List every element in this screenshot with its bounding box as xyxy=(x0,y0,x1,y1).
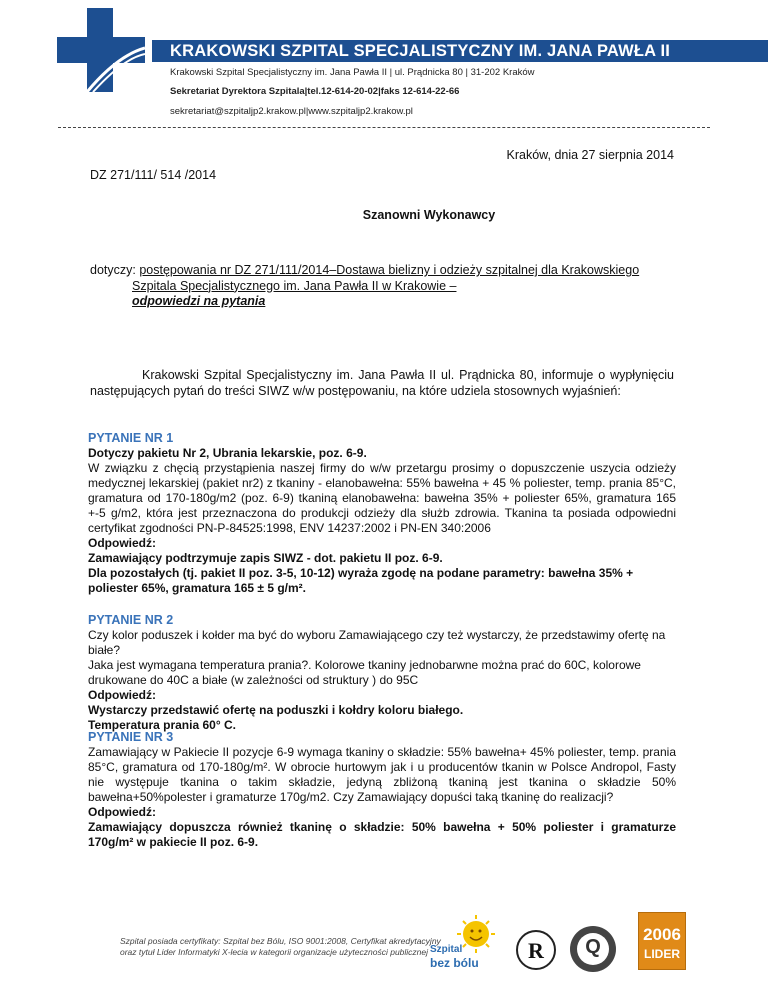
iso-certificate-badge xyxy=(516,930,556,970)
answer-1-line-1: Zamawiający podtrzymuje zapis SIWZ - dot. pakietu II poz. 6-9. xyxy=(88,551,443,565)
accreditation-badge xyxy=(570,926,616,972)
badge-q-letter: Q xyxy=(585,936,601,958)
answer-2-line-2: Temperatura prania 60° C. xyxy=(88,718,236,732)
salutation: Szanowni Wykonawcy xyxy=(362,208,496,222)
answer-1-label: Odpowiedź: xyxy=(88,536,156,550)
question-2-heading: PYTANIE NR 2 xyxy=(88,613,174,627)
letter-subject xyxy=(90,263,690,310)
szpital-bez-bolu-badge xyxy=(430,912,496,974)
footer-certificates xyxy=(120,936,441,958)
question-1-topic: Dotyczy pakietu Nr 2, Ubrania lekarskie, poz. 6-9. xyxy=(88,446,367,460)
question-1 xyxy=(88,431,676,596)
question-3-text: Zamawiający w Pakiecie II pozycje 6-9 wymaga tkaniny o składzie: 55% bawełna+ 45% poliester, temp. prania 85°C, gramatura od 170-180g/m². W obrocie hurtowym jak i u producentów tkanin w Polsce Andropol, Fasty nie występuje tkanina o takim składzie, jedyną zbliżoną tkaniną jest tkanina o składzie 50% bawełna+50%polester i gramaturze 170g/m2. Czy Zamawiający dopuści taką tkaninę do realizacji? xyxy=(88,745,676,804)
question-2-text-1: Czy kolor poduszek i kołder ma być do wyboru Zamawiającego czy też wystarczy, że przedstawimy ofertę na białe? xyxy=(88,628,666,657)
answer-3-label: Odpowiedź: xyxy=(88,805,156,819)
hospital-title: KRAKOWSKI SZPITAL SPECJALISTYCZNY IM. JANA PAWŁA II xyxy=(170,42,671,60)
question-1-text: W związku z chęcią przystąpienia naszej firmy do w/w przetargu prosimy o dopuszczenie uszycia odzieży medycznej lekarskiej (pakiet nr2) z tkaniny - elanobawełna: 55% bawełna + 45 % poliester, temp. prania 85°C, gramatura od 170-180g/m2 (poz. 6-9) tkaniną elanobawełna: bawełna 35% + poliester 65%, gramatura 165 +-5 g/m2, która jest przeznaczona do produkcji odzieży dla służb zdrowia. Tkanina ta posiada odpowiedni certyfikat zgodności PN-P-84525:1998, ENV 14237:2002 i PN-EN 340:2006 xyxy=(88,461,676,535)
hospital-address: Krakowski Szpital Specjalistyczny im. Jana Pawła II | ul. Prądnicka 80 | 31-202 Kraków xyxy=(170,67,535,78)
badge-szpital-text: Szpital xyxy=(430,944,463,955)
question-3 xyxy=(88,730,676,850)
hospital-cross-logo xyxy=(57,8,145,92)
question-2-text-2: Jaka jest wymagana temperatura prania?. Kolorowe tkaniny jednobarwne można prać do 60C, kolorowe drukowane do 40C a białe (w zależności od struktury ) do 95C xyxy=(88,658,641,687)
subject-prefix: dotyczy: xyxy=(90,263,140,277)
answer-2-label: Odpowiedź: xyxy=(88,688,156,702)
question-1-heading: PYTANIE NR 1 xyxy=(88,431,174,445)
question-3-heading: PYTANIE NR 3 xyxy=(88,730,174,744)
question-2 xyxy=(88,613,676,733)
subject-line-1: postępowania nr DZ 271/111/2014–Dostawa bielizny i odzieży szpitalnej dla Krakowskiego xyxy=(139,263,640,277)
hospital-contact: sekretariat@szpitaljp2.krakow.pl|www.szpitaljp2.krakow.pl xyxy=(170,106,413,117)
answer-3-text: Zamawiający dopuszcza również tkaninę o składzie: 50% bawełna + 50% poliester i gramaturze 170g/m² w pakiecie II poz. 6-9. xyxy=(88,820,676,849)
subject-line-2: Szpitala Specjalistycznego im. Jana Pawła II w Krakowie – xyxy=(132,278,457,293)
header-divider xyxy=(58,127,710,128)
lider-2006-badge xyxy=(638,912,686,970)
subject-line-3: odpowiedzi na pytania xyxy=(132,294,266,308)
answer-1-line-2: Dla pozostałych (tj. pakiet II poz. 3-5, 10-12) wyraża zgodę na podane parametry: bawełna 35% + poliester 65%, gramatura 165 ± 5 g/m². xyxy=(88,566,634,595)
footer-line-2: oraz tytuł Lider Informatyki X-lecia w kategorii organizacje użyteczności publicznej xyxy=(120,947,429,957)
letter-date: Kraków, dnia 27 sierpnia 2014 xyxy=(506,148,674,162)
letter-reference: DZ 271/111/ 514 /2014 xyxy=(90,168,217,182)
intro-paragraph: Krakowski Szpital Specjalistyczny im. Jana Pawła II ul. Prądnicka 80, informuje o wypłynięciu następujących pytań do treści SIWZ w/w postępowaniu, na które udziela stosownych wyjaśnień: xyxy=(90,368,674,398)
badge-bez-bolu-text: bez bólu xyxy=(430,956,479,970)
badge-year: 2006 xyxy=(643,925,681,944)
secretariat-phones: Sekretariat Dyrektora Szpitala|tel.12-614-20-02|faks 12-614-22-66 xyxy=(170,86,460,97)
badge-lider-text: LIDER xyxy=(644,947,680,961)
footer-line-1: Szpital posiada certyfikaty: Szpital bez Bólu, ISO 9001:2008, Certyfikat akredytacyjny xyxy=(120,936,441,946)
badge-r-letter: R xyxy=(528,938,544,963)
answer-2-line-1: Wystarczy przedstawić ofertę na poduszki i kołdry koloru białego. xyxy=(88,703,464,717)
